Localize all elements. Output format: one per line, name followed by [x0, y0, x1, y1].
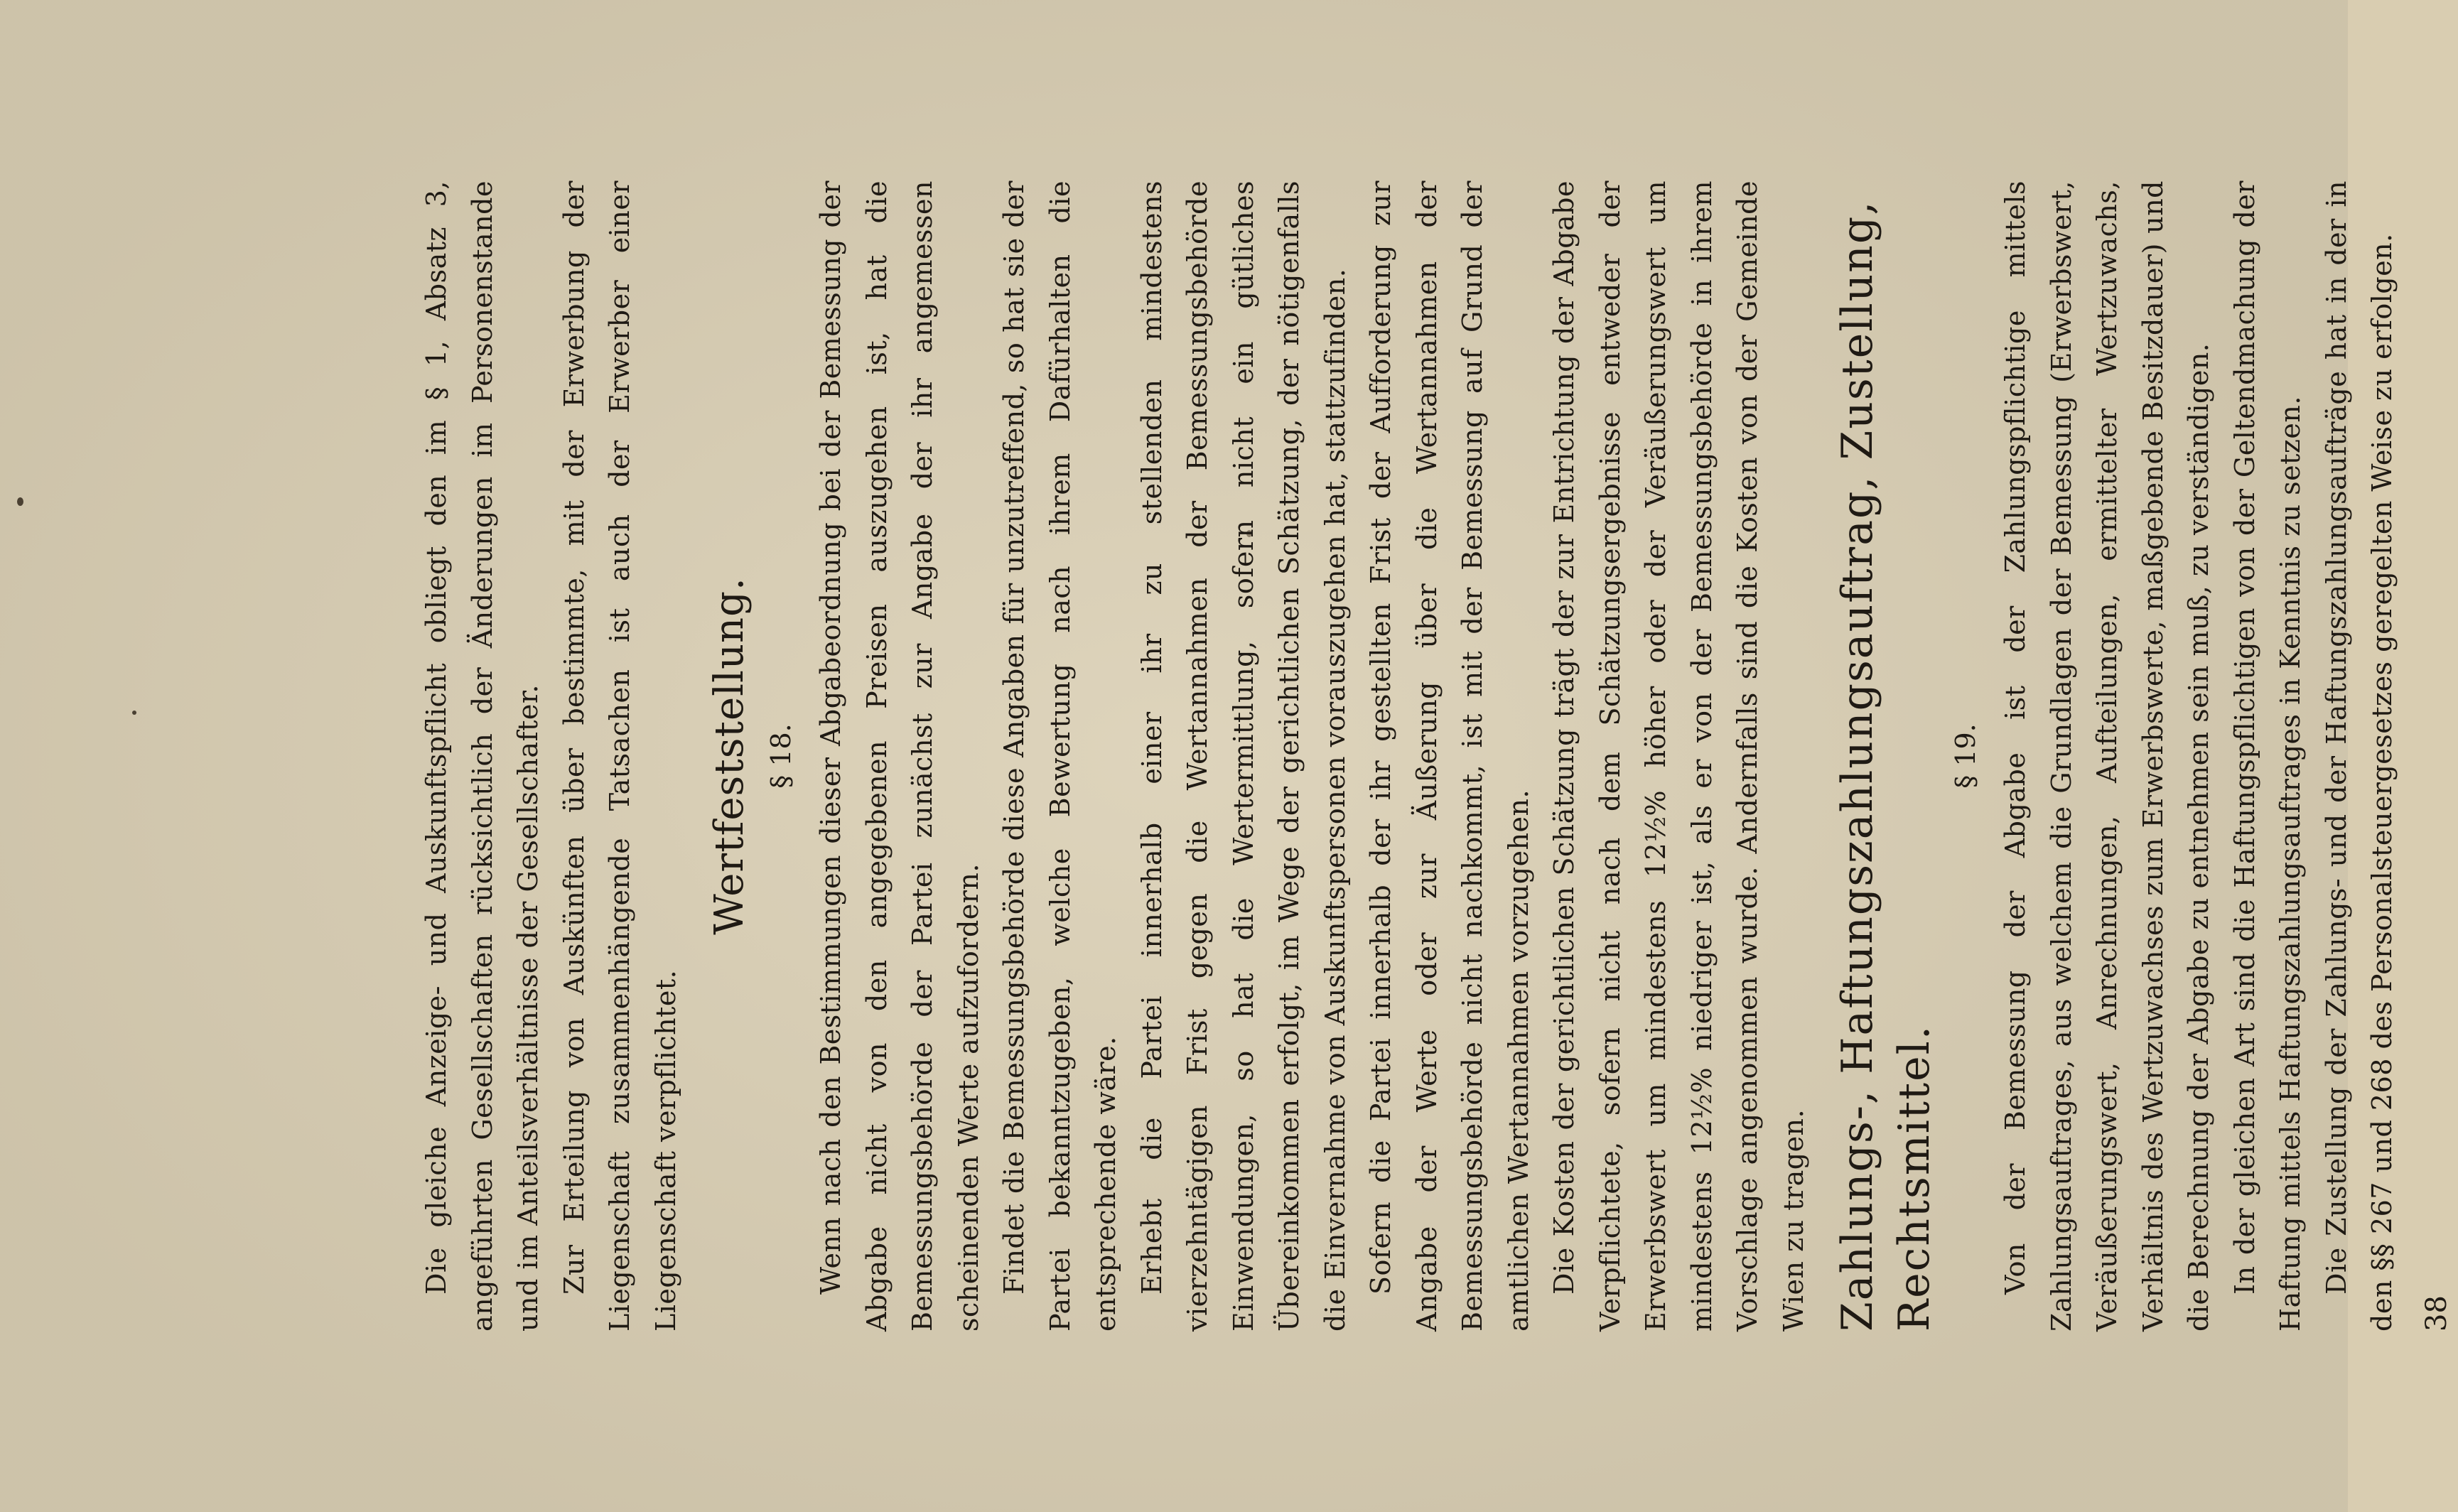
paragraph: Erhebt die Partei innerhalb einer ihr zu stellenden mindestens vierzehntägigen Frist gegen die Wertannahmen der Bemessungsbehörde Einwendungen, so hat die Wertermittlung, sofern nicht ein gütliches Übereinkommen erfolgt, im Wege der gerichtlichen Schätzung, der nötigenfalls die Einvernahme von Auskunftspersonen vorauszugehen hat, stattzufinden.	[1136, 180, 1351, 1332]
paragraph: In der gleichen Art sind die Haftungspflichtigen von der Geltendmachung der Haftung mittels Haftungszahlungsauftrages in Kenntnis zu setzen.	[2228, 180, 2306, 1332]
dust-speck	[17, 497, 23, 506]
section-number: § 18.	[765, 723, 797, 789]
page-content	[207, 152, 2453, 1360]
paragraph: Die gleiche Anzeige- und Auskunftspflicht obliegt den im § 1, Absatz 3, angeführten Gesellschaften rücksichtlich der Änderungen im Personenstande und im Anteilsverhältnisse der Gesellschafter.	[421, 180, 544, 1332]
page-number: 38	[2420, 1295, 2453, 1332]
section-heading: Zahlungs-, Haftungszahlungsauftrag, Zustellung, Rechtsmittel.	[1833, 200, 1939, 1332]
section-heading: Wertfeststellung.	[706, 577, 753, 935]
book-page	[207, 152, 2453, 1360]
section-number: § 19.	[1950, 723, 1981, 789]
paragraph: Findet die Bemessungsbehörde diese Angaben für unzutreffend, so hat sie der Partei bekanntzugeben, welche Bewertung nach ihrem Dafürhalten die entsprechende wäre.	[998, 180, 1121, 1332]
paragraph: Sofern die Partei innerhalb der ihr gestellten Frist der Aufforderung zur Angabe der Werte oder zur Äußerung über die Wertannahmen der Bemessungsbehörde nicht nachkommt, ist mit der Bemessung auf Grund der amtlichen Wertannahmen vorzugehen.	[1365, 180, 1534, 1332]
paragraph: Von der Bemessung der Abgabe ist der Zahlungspflichtige mittels Zahlungsauftrages, aus welchem die Grundlagen der Bemessung (Erwerbswert, Veräußerungswert, Anrechnungen, Aufteilungen, ermittelter Wertzuwachs, Verhältnis des Wertzuwachses zum Erwerbswerte, maßgebende Besitzdauer) und die Berechnung der Abgabe zu entnehmen sein muß, zu verständigen.	[2000, 180, 2214, 1332]
paragraph: Die Kosten der gerichtlichen Schätzung trägt der zur Entrichtung der Abgabe Verpflichtete, sofern nicht nach dem Schätzungsergebnisse entweder der Erwerbswert um mindestens 12½% höher oder der Veräußerungswert um mindestens 12½% niedriger ist, als er von der Bemessungsbehörde in ihrem Vorschlage angenommen wurde. Andernfalls sind die Kosten von der Gemeinde Wien zu tragen.	[1548, 180, 1809, 1332]
dust-speck	[132, 711, 136, 715]
paragraph: Wenn nach den Bestimmungen dieser Abgabeordnung bei der Bemessung der Abgabe nicht von den angegebenen Preisen auszugehen ist, hat die Bemessungsbehörde der Partei zunächst zur Angabe der ihr angemessen scheinenden Werte aufzufordern.	[815, 180, 984, 1332]
paragraph: Die Zustellung der Zahlungs- und der Haftungszahlungsaufträge hat in der in den §§ 267 und 268 des Personalsteuergesetzes geregelten Weise zu erfolgen.	[2320, 180, 2398, 1332]
paragraph: Zur Erteilung von Auskünften über bestimmte, mit der Erwerbung der Liegenschaft zusammenhängende Tatsachen ist auch der Erwerber einer Liegenschaft verpflichtet.	[558, 180, 681, 1332]
